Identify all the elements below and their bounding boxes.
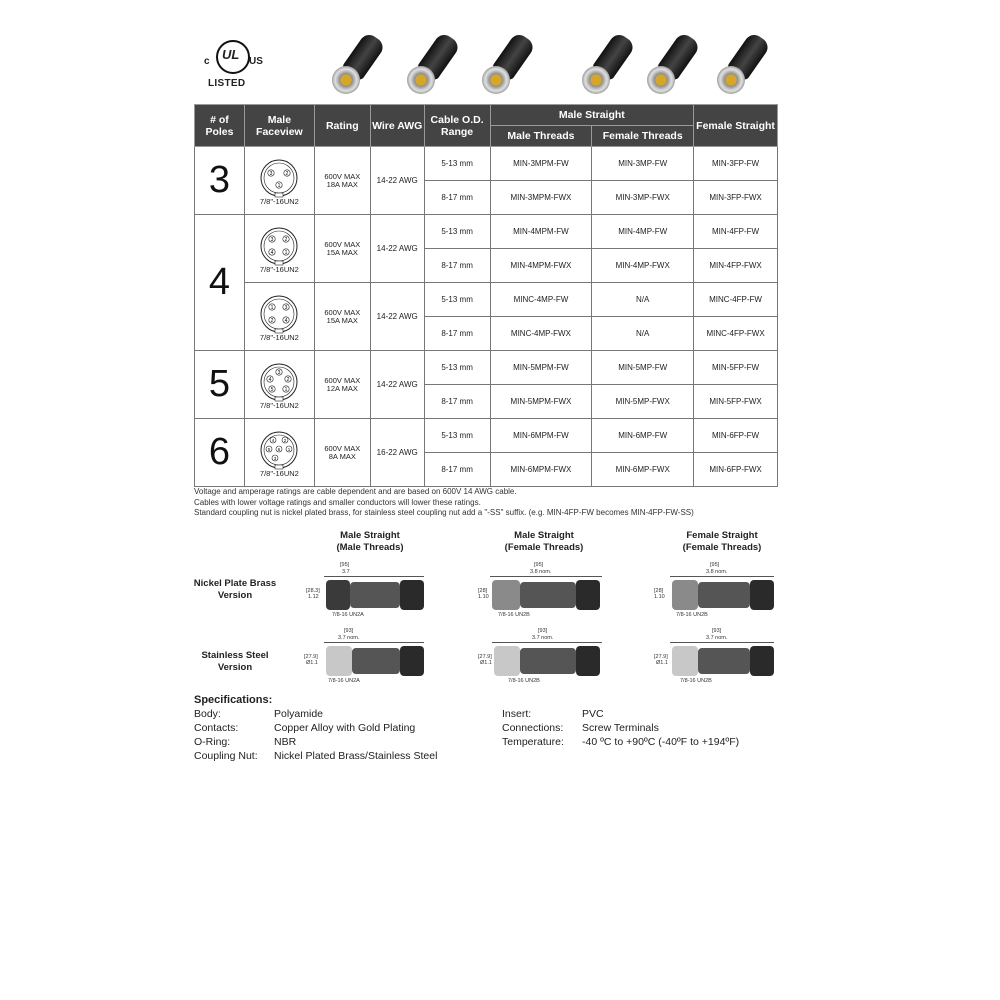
rating-cell (314, 147, 370, 215)
current-rating: 15A MAX (326, 247, 358, 257)
part-number: MINC-4MP-FWX (490, 317, 592, 351)
part-number: MIN-3FP-FWX (694, 181, 778, 215)
spec-row (502, 707, 739, 721)
col-title-line: (Male Threads) (336, 542, 404, 553)
dimension-label: [27.9] (654, 654, 668, 660)
svg-text:4: 4 (270, 249, 274, 256)
thread-label: 7/8-16 UN2B (508, 678, 540, 684)
ul-mark: UL (222, 47, 240, 62)
faceview-cell (244, 419, 314, 487)
note-line: Cables with lower voltage ratings and smaller conductors will lower these ratings. (194, 497, 481, 507)
part-number: MIN-4MPM-FWX (490, 249, 592, 283)
connector-body-shape (352, 648, 400, 674)
coupling-nut-shape (672, 580, 698, 610)
od-cell: 5-13 mm (424, 419, 490, 453)
part-number: MIN-4MPM-FW (490, 215, 592, 249)
thread-label: 7/8-16 UN2B (680, 678, 712, 684)
voltage-rating: 600V MAX (324, 443, 361, 453)
svg-text:6: 6 (278, 446, 281, 452)
part-number: MIN-5MPM-FWX (490, 385, 592, 419)
svg-text:2: 2 (286, 376, 290, 383)
ul-listed-logo (202, 40, 266, 92)
spec-row (194, 735, 437, 749)
header-awg: Wire AWG (370, 105, 424, 147)
header-female-straight: Female Straight (694, 105, 778, 147)
thread-spec: 7/8"-16UN2 (259, 196, 299, 206)
thread-spec: 7/8"-16UN2 (259, 468, 299, 478)
dimension-label: [95] (340, 562, 350, 568)
od-cell: 8-17 mm (424, 317, 490, 351)
coupling-nut-shape (494, 646, 520, 676)
svg-text:3: 3 (270, 236, 274, 243)
thread-spec: 7/8"-16UN2 (259, 264, 299, 274)
part-number: MIN-3FP-FW (694, 147, 778, 181)
part-number: MIN-3MP-FWX (592, 181, 694, 215)
spec-row (194, 721, 437, 735)
coupling-nut-shape (326, 646, 352, 676)
svg-text:3: 3 (274, 455, 277, 461)
spec-value: NBR (274, 736, 297, 748)
svg-text:3: 3 (284, 304, 288, 311)
spec-row (502, 721, 739, 735)
dimension-label: 3.7 nom. (338, 635, 360, 641)
current-rating: 12A MAX (326, 383, 358, 393)
dimension-label: 1.10 (654, 594, 665, 600)
faceview-6pin-diagram (256, 430, 302, 470)
coupling-nut-shape (326, 580, 350, 610)
dimension-line (670, 576, 774, 577)
poles-cell: 6 (195, 419, 245, 487)
part-number: MIN-4FP-FWX (694, 249, 778, 283)
awg-cell: 16-22 AWG (370, 419, 424, 487)
faceview-5pin-diagram (256, 362, 302, 402)
coupling-nut-shape (492, 580, 520, 610)
od-cell: 5-13 mm (424, 283, 490, 317)
product-photos (320, 30, 780, 102)
spec-key: Temperature: (502, 736, 564, 748)
part-number: MIN-5FP-FWX (694, 385, 778, 419)
dimension-label: [93] (538, 628, 548, 634)
note-line: Standard coupling nut is nickel plated brass, for stainless steel coupling nut add a "-SS" suffix. (e.g. MIN-4FP-FW becomes MIN-4FP-FW-SS) (194, 508, 694, 517)
ul-listed-text: LISTED (208, 78, 246, 89)
thread-spec: 7/8"-16UN2 (259, 400, 299, 410)
part-number: MIN-5MPM-FW (490, 351, 592, 385)
row-title-line: Version (217, 662, 253, 673)
part-number: MIN-3MP-FW (592, 147, 694, 181)
faceview-4pin-alt-diagram (256, 294, 302, 334)
thread-spec: 7/8"-16UN2 (259, 332, 299, 342)
ul-c-mark: c (204, 56, 210, 67)
connector-photo (320, 30, 390, 100)
dimension-label: [93] (712, 628, 722, 634)
spec-value: Screw Terminals (582, 722, 659, 734)
header-faceview: Male Faceview (244, 105, 314, 147)
od-cell: 8-17 mm (424, 249, 490, 283)
dimension-label: Ø1.1 (306, 660, 318, 666)
header-poles: # of Poles (195, 105, 245, 147)
table-row (195, 283, 778, 317)
note-line: Voltage and amperage ratings are cable dependent and are based on 600V 14 AWG cable. (194, 487, 517, 496)
svg-text:3: 3 (277, 369, 281, 376)
svg-text:1: 1 (284, 386, 288, 393)
part-number: MIN-6FP-FW (694, 419, 778, 453)
connector-photo (395, 30, 465, 100)
svg-text:4: 4 (272, 437, 275, 443)
cable-gland-shape (576, 580, 600, 610)
specifications-heading: Specifications: (194, 694, 273, 706)
connector-drawing (478, 562, 618, 622)
spec-key: Connections: (502, 722, 564, 734)
part-number: MIN-6MPM-FW (490, 419, 592, 453)
col-title-line: (Female Threads) (504, 542, 584, 553)
spec-key: Contacts: (194, 722, 239, 734)
dimension-label: 3.7 nom. (706, 635, 728, 641)
part-number: MIN-4MP-FW (592, 215, 694, 249)
part-number: MIN-3MPM-FW (490, 147, 592, 181)
dimension-label: [27.9] (304, 654, 318, 660)
drawing-col-title (662, 530, 782, 554)
part-number: MINC-4MP-FW (490, 283, 592, 317)
connector-photo (635, 30, 705, 100)
part-number: MIN-6MP-FW (592, 419, 694, 453)
part-number: MINC-4FP-FWX (694, 317, 778, 351)
dimension-label: Ø1.1 (480, 660, 492, 666)
faceview-3pin-diagram (256, 158, 302, 198)
col-title-line: Male Straight (514, 530, 574, 541)
cable-gland-shape (750, 580, 774, 610)
drawing-row-title (190, 578, 280, 602)
voltage-rating: 600V MAX (324, 375, 361, 385)
header-rating: Rating (314, 105, 370, 147)
od-cell: 5-13 mm (424, 351, 490, 385)
spec-value: -40 ºC to +90ºC (-40ºF to +194ºF) (582, 736, 740, 748)
table-notes (194, 487, 694, 519)
svg-text:2: 2 (284, 236, 288, 243)
dimension-label: [93] (344, 628, 354, 634)
connector-body-shape (520, 582, 576, 608)
spec-key: O-Ring: (194, 736, 231, 748)
table-row (195, 215, 778, 249)
voltage-rating: 600V MAX (324, 239, 361, 249)
row-title-line: Stainless Steel (201, 650, 269, 661)
svg-text:1: 1 (288, 446, 291, 452)
dimension-label: [28] (654, 588, 664, 594)
svg-text:5: 5 (268, 446, 271, 452)
spec-key: Insert: (502, 708, 532, 720)
svg-text:5: 5 (270, 386, 274, 393)
od-cell: 8-17 mm (424, 181, 490, 215)
dimension-label: Ø1.1 (656, 660, 668, 666)
dimension-line (324, 642, 424, 643)
faceview-cell (244, 351, 314, 419)
dimension-label: 1.10 (478, 594, 489, 600)
part-number: MIN-6MPM-FWX (490, 453, 592, 487)
connector-photo (705, 30, 775, 100)
current-rating: 8A MAX (328, 451, 356, 461)
specifications-left (194, 707, 437, 763)
dimension-label: [28] (478, 588, 488, 594)
svg-text:1: 1 (270, 304, 274, 311)
poles-cell: 5 (195, 351, 245, 419)
dimension-line (490, 576, 602, 577)
dimension-label: 3.8 nom. (706, 569, 728, 575)
part-number: MIN-5MP-FWX (592, 385, 694, 419)
connector-body-shape (350, 582, 400, 608)
col-title-line: (Female Threads) (682, 542, 762, 553)
header-od: Cable O.D. Range (424, 105, 490, 147)
dimension-line (324, 576, 424, 577)
part-number: N/A (592, 317, 694, 351)
spec-value: Copper Alloy with Gold Plating (274, 722, 416, 734)
faceview-cell (244, 147, 314, 215)
connector-body-shape (698, 582, 750, 608)
spec-row (194, 707, 437, 721)
table-row (195, 351, 778, 385)
dimension-line (492, 642, 602, 643)
connector-body-shape (698, 648, 750, 674)
connector-drawing (654, 562, 794, 622)
drawing-col-title (310, 530, 430, 554)
part-number: MIN-6MP-FWX (592, 453, 694, 487)
awg-cell: 14-22 AWG (370, 351, 424, 419)
drawing-row-title (190, 650, 280, 674)
cable-gland-shape (400, 580, 424, 610)
rating-cell (314, 419, 370, 487)
part-number: MIN-6FP-FWX (694, 453, 778, 487)
voltage-rating: 600V MAX (324, 171, 361, 181)
spec-row (502, 735, 739, 749)
dimension-label: 3.7 (342, 569, 350, 575)
spec-value: Nickel Plated Brass/Stainless Steel (274, 750, 438, 762)
part-number: N/A (592, 283, 694, 317)
connector-spec-table (194, 104, 778, 487)
cable-gland-shape (576, 646, 600, 676)
faceview-cell (244, 283, 314, 351)
faceview-cell (244, 215, 314, 283)
row-title-line: Nickel Plate Brass (193, 578, 277, 589)
part-number: MIN-3MPM-FWX (490, 181, 592, 215)
specifications-right (502, 707, 739, 749)
table-row (195, 147, 778, 181)
header-male-threads: Male Threads (490, 126, 592, 147)
od-cell: 5-13 mm (424, 147, 490, 181)
spec-value: PVC (582, 708, 604, 720)
cable-gland-shape (400, 646, 424, 676)
header-male-straight: Male Straight (490, 105, 694, 126)
ul-us-mark: US (249, 56, 263, 67)
spec-key: Body: (194, 708, 221, 720)
connector-drawing (654, 628, 794, 688)
thread-label: 7/8-16 UN2B (498, 612, 530, 618)
dimension-label: [28.3] (306, 588, 320, 594)
poles-cell: 3 (195, 147, 245, 215)
thread-label: 7/8-16 UN2A (332, 612, 364, 618)
header-female-threads: Female Threads (592, 126, 694, 147)
connector-photo (570, 30, 640, 100)
svg-text:2: 2 (284, 437, 287, 443)
part-number: MIN-4MP-FWX (592, 249, 694, 283)
faceview-4pin-diagram (256, 226, 302, 266)
spec-row (194, 749, 437, 763)
spec-value: Polyamide (274, 708, 324, 720)
part-number: MIN-5MP-FW (592, 351, 694, 385)
dimension-label: 1.12 (308, 594, 319, 600)
thread-label: 7/8-16 UN2A (328, 678, 360, 684)
table-row (195, 419, 778, 453)
svg-text:4: 4 (268, 376, 272, 383)
connector-photo (470, 30, 540, 100)
col-title-line: Female Straight (686, 530, 758, 541)
thread-label: 7/8-16 UN2B (676, 612, 708, 618)
od-cell: 8-17 mm (424, 453, 490, 487)
svg-text:1: 1 (284, 249, 288, 256)
svg-text:3: 3 (269, 170, 273, 177)
connector-drawing (304, 562, 444, 622)
current-rating: 15A MAX (326, 315, 358, 325)
coupling-nut-shape (672, 646, 698, 676)
od-cell: 5-13 mm (424, 215, 490, 249)
cable-gland-shape (750, 646, 774, 676)
svg-text:2: 2 (285, 170, 289, 177)
poles-cell: 4 (195, 215, 245, 351)
svg-text:4: 4 (284, 317, 288, 324)
dimension-label: [95] (710, 562, 720, 568)
dimension-label: 3.8 nom. (530, 569, 552, 575)
dimension-line (670, 642, 774, 643)
rating-cell (314, 215, 370, 283)
connector-drawing (304, 628, 444, 688)
current-rating: 18A MAX (326, 179, 358, 189)
connector-body-shape (520, 648, 576, 674)
part-number: MINC-4FP-FW (694, 283, 778, 317)
spec-key: Coupling Nut: (194, 750, 258, 762)
drawing-col-title (484, 530, 604, 554)
svg-text:1: 1 (277, 182, 281, 189)
col-title-line: Male Straight (340, 530, 400, 541)
part-number: MIN-5FP-FW (694, 351, 778, 385)
voltage-rating: 600V MAX (324, 307, 361, 317)
svg-text:2: 2 (270, 317, 274, 324)
awg-cell: 14-22 AWG (370, 147, 424, 215)
od-cell: 8-17 mm (424, 385, 490, 419)
row-title-line: Version (217, 590, 253, 601)
awg-cell: 14-22 AWG (370, 215, 424, 283)
dimension-label: [95] (534, 562, 544, 568)
part-number: MIN-4FP-FW (694, 215, 778, 249)
rating-cell (314, 283, 370, 351)
connector-drawing (478, 628, 618, 688)
dimension-label: [27.9] (478, 654, 492, 660)
dimension-label: 3.7 nom. (532, 635, 554, 641)
awg-cell: 14-22 AWG (370, 283, 424, 351)
rating-cell (314, 351, 370, 419)
